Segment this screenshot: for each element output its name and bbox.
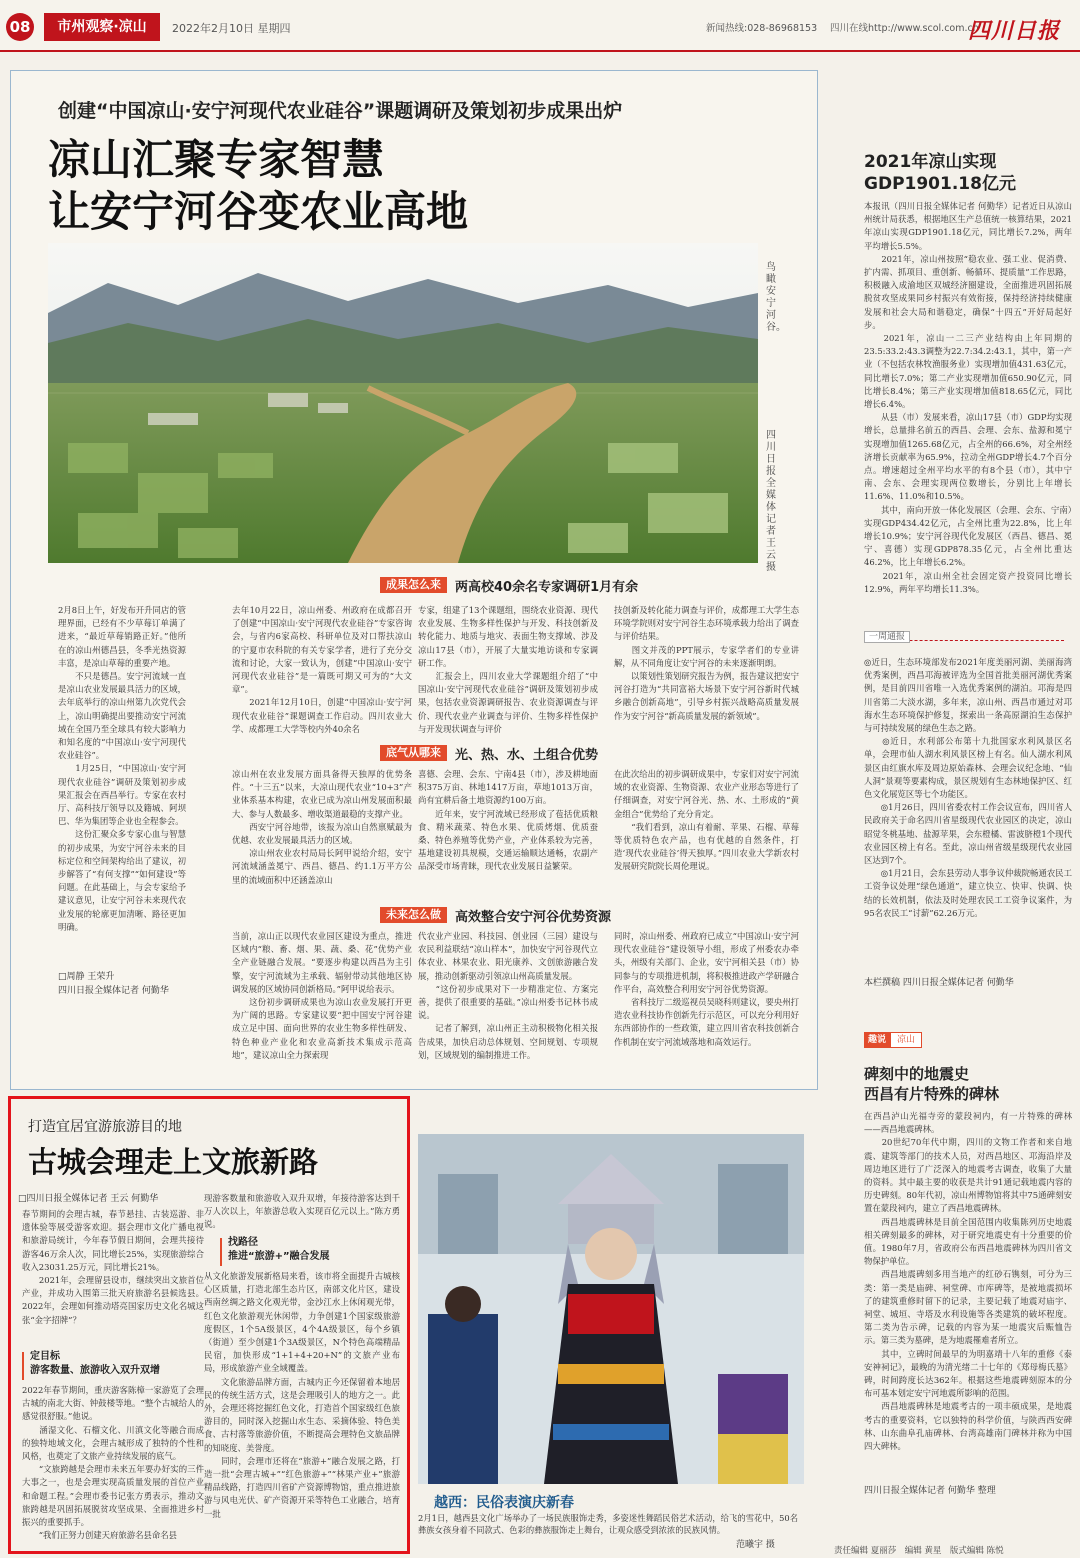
weekly-bulletin-tag: 一周通报 — [864, 631, 910, 643]
subhead-1-tag: 成果怎么来 — [380, 577, 447, 593]
yi-costume-image — [418, 1134, 804, 1484]
tourism-col1-text: 春节期间的会理古城，春节悬挂、古装巡游、非遗体验等展受游客欢迎。据会理市文化广播电视和旅游局统计，今年春节假日期间，会理共接待游客46万余人次，同比增长25%，实现旅游综合收入23031.25万元，同比增长21%。 2021年，会理留县设市，继续突出文旅首位产业，并成功入围第三批天府旅游名县候选县。2022年，会理如何推动塔亮国家历史文化名城这张“金字招牌”？ — [22, 1209, 204, 1325]
main-col3a-text: 专家，组建了13个课题组，围绕农业资源、现代农业发展、生物多样性保护与开发、科技创新及转化能力、地质与地灾、表面生物支撑域、涉及凉山17县（市），开展了大量实地访谈和专家调研工作。 汇报会上，四川农业大学课题组介绍了“中国凉山·安宁河现代农业硅谷”调研及策划初步成果，包括农业资源调研报告、农业资源调查与评价、现代农业产业调查与评价、生物多样性保护与开发现状调查与评价 — [418, 605, 598, 734]
tourism-col1b-text: 2022年春节期间，重庆游客陈樟一家游览了会理古城的南北大街、钟鼓楼等地。“整个古城给人的感觉很舒服。”他说。 涵湿文化、石榴文化、川滇文化等融合而成的独特地域文化，会理古城形成了独特的个性和风格，也奠定了文旅产业持续发展的底气。 “文旅跨越是会理市未来五年要办好实的三件大事之一，也是会理实现高质量发展的首位产业和命题工程。”会理市委书记张方勇表示，推动文旅跨越是巩固拓展脱贫攻坚成果、全面推进乡村振兴的重要抓手。 “我们正努力创建天府旅游名县命名县 — [22, 1385, 204, 1541]
main-col2c-text: 当前，凉山正以现代农业园区建设为重点，推进区域内“粮、畜、烟、果、蔬、桑、花”优势产业全产业链融合发展。“要逐步构建以西昌为主引擎，安宁河流域为主承载、辐射带动其他地区协调发展的区域协同创新格局。”阿甲说给表示。 这份初步调研成果也为凉山农业发展打开更为广阔的思路。专家建议要“把中国安宁河谷建成立足中国、面向世界的农业生物多样性研发、特色种业产业化和农业高新技术集成示范高地”，建议凉山全力探索现 — [232, 931, 412, 1060]
website-link[interactable]: 四川在线http://www.scol.com.cn — [830, 23, 979, 34]
gdp-article-text: 本报讯（四川日报全媒体记者 何勤华）记者近日从凉山州统计局获悉，根据地区生产总值统一核算结果，2021年凉山实现GDP1901.18亿元，同比增长7.2%，两年平均增长5.5%。 2021年，凉山州按照“稳农业、强工业、促消费、扩内需、抓项目、重创新、畅循环、提质量”工作思路，积极融入成渝地区双城经济圈建设，全面推进巩固拓展脱贫攻坚成果同乡村振兴有效衔接，保持经济持续健康发展和社会大局和谐稳定，确保“十四五”开好局起好步。 2021年，凉山一二三产业结构由上年同期的23.5:33.2:43.3调整为22.7:34.2:43.1，其中，第一产业（不包括农林牧渔服务业）实现增加值431.63亿元，同比增长7.0%；第二产业实现增加值650.90亿元，同比增长8.4%；第三产业实现增加值818.65亿元，同比增长6.4%。 从县（市）发展来看，凉山17县（市）GDP均实现增长，总量排名前五的西昌、会理、会东、盐源和冕宁实现增加值1265.68亿元，占全州的66.6%，对全州经济增长贡献率为65.9%，拉动全州GDP增长4.7个百分点。增速超过全州平均水平的有8个县（市），其中宁南、会东、会理实现两位数增长，分别比上年增长11.6%、11.0%和10.5%。 其中，南向开放一体化发展区（会理、会东、宁南）实现GDP434.42亿元，占全州比重为22.8%，比上年增长10.9%；安宁河谷现代化发展区（西昌、德昌、冕宁、喜德）实现GDP878.35亿元，占全州比重达46.2%，比上年增长6.2%。 2021年，凉山州全社会固定资产投资同比增长12.9%，两年平均增长11.3%。 — [864, 201, 1072, 594]
main-kicker: 创建“中国凉山·安宁河现代农业硅谷”课题调研及策划初步成果出炉 — [58, 100, 623, 122]
photo-caption-credit: 范曦宇 摄 — [736, 1540, 775, 1550]
main-byline — [58, 970, 198, 998]
subhead-2 — [380, 744, 598, 762]
issue-date: 2022年2月10日 星期四 — [172, 22, 291, 35]
weekly-bulletin-text: ◎近日，生态环境部发布2021年度美丽河湖、美丽海湾优秀案例，西昌邛海被评选为全国首批美丽河湖优秀案例，是目前四川省唯一入选优秀案例的湖泊。邛海是四川省第二大淡水湖，多年来，凉山州、西昌市通过对邛海水生态环境保护修复，探索出一条高原湖泊生态保护与可持续发展的绿色生态之路。 ◎近日，水利部公布第十九批国家水利风景区名单，会理市仙人湖水利风景区榜上有名。仙人湖水利风景区由红旗水库及周边原始森林、会理会议纪念地、“仙人洞”景观等要素构成，景区规划有生态林地保护区、红色文化展览区等七个功能区。 ◎1月26日，四川省委农村工作会议宣布，四川省人民政府关于命名四川省星级现代农业园区的决定，凉山昭觉冬桃基地、盐源苹果，会东橙橘、雷波脐橙1个现代农业园区榜上有名。至此，凉山州省级星级现代农业园区达到7个。 ◎1月21日，会东县劳动人事争议仲裁院畅通农民工工资争议处理“绿色通道”，建立快立、快审、快调、快结的长效机制，依法及时处理农民工工资争议案件，为95名农民工“讨薪”62.26万元。 — [864, 657, 1072, 918]
folk-performance-photo — [418, 1134, 804, 1484]
fun-fact-tag-sub: 凉山 — [890, 1032, 922, 1048]
tourism-col2-text: 现游客数量和旅游收入双升双增，年接待游客达到千万人次以上，年旅游总收入实现百亿元以上。”陈方勇说。 — [204, 1193, 400, 1230]
gdp-headline: 2021年凉山实现 GDP1901.18亿元 — [864, 152, 1016, 194]
stele-byline: 四川日报全媒体记者 何勤华 整理 — [864, 1486, 996, 1496]
main-col3b-text: 喜德、会理、会东、宁南4县（市），涉及耕地面积375万亩、林地1417万亩，草地1013万亩，尚有宜耕后备土地资源约100万亩。 近年来，安宁河流域已经形成了苞括优质粮食、精米蔬菜、特色水果、优质烤烟、优质蚕桑、特色养殖等优势产业，产业体系较为完善，基地建设初具规模，交通运输顺达通畅，农副产品深受市场青睐，现代农业发展日益繁荣。 — [418, 769, 598, 872]
photo-caption-title: 越西：民俗表演庆新春 — [434, 1495, 574, 1511]
subhead-2-text: 光、热、水、土组合优势 — [455, 747, 599, 763]
main-col2a-text: 去年10月22日，凉山州委、州政府在成都召开了创建“中国凉山·安宁河现代农业硅谷”专家咨询会，与省内6家高校、科研单位及对口帮扶凉山的宁夏市农科院的有关专家学者，进行了充分交流和讨论，大家一致认为，创建“中国凉山·安宁河现代农业硅谷”是一篇既可期又可为的“大文章”。 2021年12月10日，创建“中国凉山·安宁河现代农业硅谷”课题调查工作启动。四川农业大学、成都理工大学等校内外40余名 — [232, 605, 412, 734]
photo-caption-text: 2月1日，越西县文化广场举办了一场民族服饰走秀，多姿迷性舞蹈民俗艺术活动，给飞的雪花中，50名彝族女孩身着不同款式、色彩的彝族服饰走上舞台，让观众感受到浓浓的民族风情。 — [418, 1513, 798, 1535]
tourism-headline: 古城会理走上文旅新路 — [28, 1145, 319, 1179]
main-col4a-text: 技创新及转化能力调查与评价，成都理工大学生态环境学院则对安宁河谷生态环境承载力给出了调查与评价结果。 图文并茂的PPT展示，专家学者们的专业讲解，从不同角度让安宁河谷的未来逐渐明朗。 以策划性策划研究报告为例，报告建议把安宁河谷打造为“共同富裕大场景下安宁河谷新时代城乡融合创新高地”，引导乡村振兴战略高质量发展作为安宁河谷“新高质量发展的新领域”。 — [614, 605, 799, 721]
subhead-1 — [380, 576, 638, 594]
photo-caption-top: 鸟瞰安宁河谷。 — [766, 262, 786, 333]
editor-credits: 责任编辑 夏丽莎 编辑 黄星 版式编辑 陈悦 — [834, 1546, 1004, 1556]
page-number-badge: 08 — [6, 13, 34, 41]
main-headline: 凉山汇聚专家智慧 让安宁河谷变农业高地 — [48, 135, 469, 236]
main-col3c-text: 代农业产业园、科技园、创业园（三园）建设与农民利益联结“凉山样本”，加快安宁河谷现代立体农业、林果农业、阳光康养、文创旅游融合发展，推动创新驱动引领凉山州高质量发展。 “这份初步成果对下一步精准定位、方案完善，提供了很重要的基础。”凉山州委书记林书成说。 记者了解到，凉山州正主动积极物化相关报告成果，加快启动总体规划、空间规划、专项规划，区域规划的编制推进工作。 — [418, 931, 598, 1060]
photo-credit: 四川日报全媒体记者 王云 摄 — [766, 430, 776, 573]
subhead-3-tag: 未来怎么做 — [380, 907, 447, 923]
river-valley-photo — [48, 243, 758, 563]
weekly-bulletin-label — [864, 624, 1064, 641]
fun-fact-tag-main: 趣说 — [864, 1032, 890, 1048]
subhead-3 — [380, 906, 611, 924]
tourism-kicker: 打造宜居宜游旅游目的地 — [28, 1119, 182, 1135]
section-title: 市州观察·凉山 — [44, 13, 160, 41]
main-col4b-text: 在此次给出的初步调研成果中，专家们对安宁河流域的农业资源、生物资源、农业产业形态等进行了仔细调查，对安宁河谷光、热、水、土形成的“黄金组合”优势给了充分肯定。 “我们看到，凉山有着耐、苹果、石榴、草莓等优质特色农产品，也有优越的自然条件，打造‘现代农业硅谷’得天独厚。”四川农业大学新农村发展研究院院长周伦理说。 — [614, 769, 799, 872]
subhead-1-text: 两高校40余名专家调研1月有余 — [455, 579, 639, 595]
stele-headline: 碑刻中的地震史 西昌有片特殊的碑林 — [864, 1065, 1000, 1103]
main-col2b-text: 凉山州在农业发展方面具备得天独厚的优势条件。“十三五”以来，大凉山现代农业“10+3”产业体系基本构建，农业已成为凉山州发展面积最大、参与人数最多、增收渠道最稳的支撑产业。 西安宁河谷地带，该报为凉山自然禀赋最为优越、农业发展最具活力的区域。 凉山州农业农村局局长阿甲说给介绍，安宁河流域涵盖冕宁、西昌、德昌、约1.1万平方公里的流域面积中还涵盖凉山 — [232, 769, 412, 885]
subhead-3-text: 高效整合安宁河谷优势资源 — [455, 909, 612, 925]
main-byline-line2: 四川日报全媒体记者 何勤华 — [58, 986, 169, 996]
tourism-subhead-2: 找路径 推进“旅游+”融合发展 — [228, 1237, 330, 1262]
main-col1-text: 2月8日上午，好发布开升同店的管理界面，已经有不少草莓订单满了进来，“最近草莓销路正好。”他所在的凉山州德昌县，冬季光热资源丰富，是凉山草莓的重要产地。 不只是德昌。安宁河流域一直是凉山农业发展最具活力的区域，去年底举行的凉山州第九次党代会上，凉山明确提出要推动安宁河流域在全国乃至全球具有较大影响力和知名度的“中国凉山·安宁河现代农业硅谷”。 1月25日，“中国凉山·安宁河现代农业硅谷”调研及策划初步成果汇报会在西昌举行。专家在农村厅、高科技厅领导以及籍城、阿坝巴、华为集团等企业也全程参会。 这份汇聚众多专家心血与智慧的初步成果，为安宁河谷未来的目标定位和空间架构给出了建议，初步解答了“有何支撑”“如何建设”等问题。在此基础上，与会专家给予建议意见，让安宁河谷未来现代农业发展的轮廓更加清晰、路径更加明确。 — [58, 605, 186, 932]
main-byline-line1: □周静 王荣升 — [58, 972, 115, 982]
weekly-bulletin-byline: 本栏撰稿 四川日报全媒体记者 何勤华 — [864, 978, 1014, 988]
tourism-subhead-1: 定目标 游客数量、旅游收入双升双增 — [30, 1351, 160, 1376]
tourism-col2b-text: 从文化旅游发展新格局来看，该市将全面提升古城核心区质量，打造北部生态片区，南部文化片区，建设西南丝绸之路文化观光带，金沙江水上休闲观光带，红色文化旅游观光休闲带，力争创建1个国家级旅游度假区，1个5A级景区，4个4A级景区，每个乡镇（街道）至少创建1个3A级景区，N个特色高端精品民宿，加快形成“1+1+4+20+N”的文旅产业布局，形成旅游产业全域覆盖。 文化旅游品牌方面，古城内正今还保留着本地居民的传统生活方式，这是会理吸引人的地方之一。此外，会理还将挖掘红色文化，打造首个国家级红色旅游目的，同时深入挖掘山水生态、采摘体验、特色美食、古村落等旅游价值，不断提高会理特色文旅品牌的知晓度、美誉度。 同时，会理市还将在“旅游+”融合发展之路，打造一批“会理古城+”“红色旅游+”“林果产业+”旅游精品线路，打造四川省矿产资源博物馆，重点推进旅游与风电光伏、矿产资源开采等特色工业融合，培育一批 — [204, 1271, 400, 1519]
newspaper-logo: 四川日报 — [968, 18, 1061, 44]
news-hotline: 新闻热线:028-86968153 — [706, 23, 818, 34]
fun-fact-tag — [864, 1032, 922, 1048]
aerial-landscape-image — [48, 243, 758, 563]
tourism-byline: □四川日报全媒体记者 王云 何勤华 — [18, 1194, 159, 1204]
subhead-2-tag: 底气从哪来 — [380, 745, 447, 761]
stele-article-text: 在西昌泸山光福寺旁的蒙段祠内，有一片特殊的碑林——西昌地震碑林。 20世纪70年代中期，四川的文物工作者和来自地震、建筑等部门的技术人员，对西昌地区、邛海沿岸及周边地区进行了广泛深入的地震考古调查，收集了大量的资料。其中最主要的收获是共计91通记载地震内容的历史碑刻。80年代初，凉山州博物馆将其中75通碑刻安置在蒙段祠内，建立了西昌地震碑林。 西昌地震碑林是目前全国范围内收集陈列历史地震相关碑刻最多的碑林，对于研究地震史有十分重要的价值。1980年7月，省政府公布西昌地震碑林为四川省文物保护单位。 西昌地震碑刻多用当地产的红砂石镌刻，可分为三类：第一类是庙碑、祠堂碑、市库碑等，是被地震损坏了的建筑重修时留下的记录，主要记载了地震对庙宇、祠堂、城垣、寺塔及水利设施等各类建筑的破坏程度。第二类为告示碑，记载的内容为某一地震灾后赈恤告示。第三类为墓碑，是为地震罹难者所立。 其中，立碑时间最早的为明嘉靖十八年的重修《泰安神祠记》，最晚的为清光绪二十七年的《郑母梅氏墓》碑，时间跨度长达362年。根据这些地震碑刻原本的分布可基本划定安宁河地震所影响的范围。 西昌地震碑林是地震考古的一项丰硕成果，是地震考古的重要资料，它以独特的科学价值，与陕西西安碑林、山东曲阜孔庙碑林、台湾高雄南门碑林并称为中国四大碑林。 — [864, 1111, 1072, 1452]
main-col4c-text: 同时，凉山州委、州政府已成立“中国凉山·安宁河现代农业硅谷”建设领导小组，形成了州委农办牵头，州级有关部门、企业，安宁河相关县（市）协同参与的专项推进机制，将积极推进政产学研融合作平台，高效整合利用安宁河谷优势资源。 省科技厅二级巡视员吴晓科则建议，要央州打造农业科技协作创新先行示范区，可以充分利用好东西部协作的一些政策，建立四川省农科技创新合作机制在安宁河流域落地和高效运行。 — [614, 931, 799, 1047]
